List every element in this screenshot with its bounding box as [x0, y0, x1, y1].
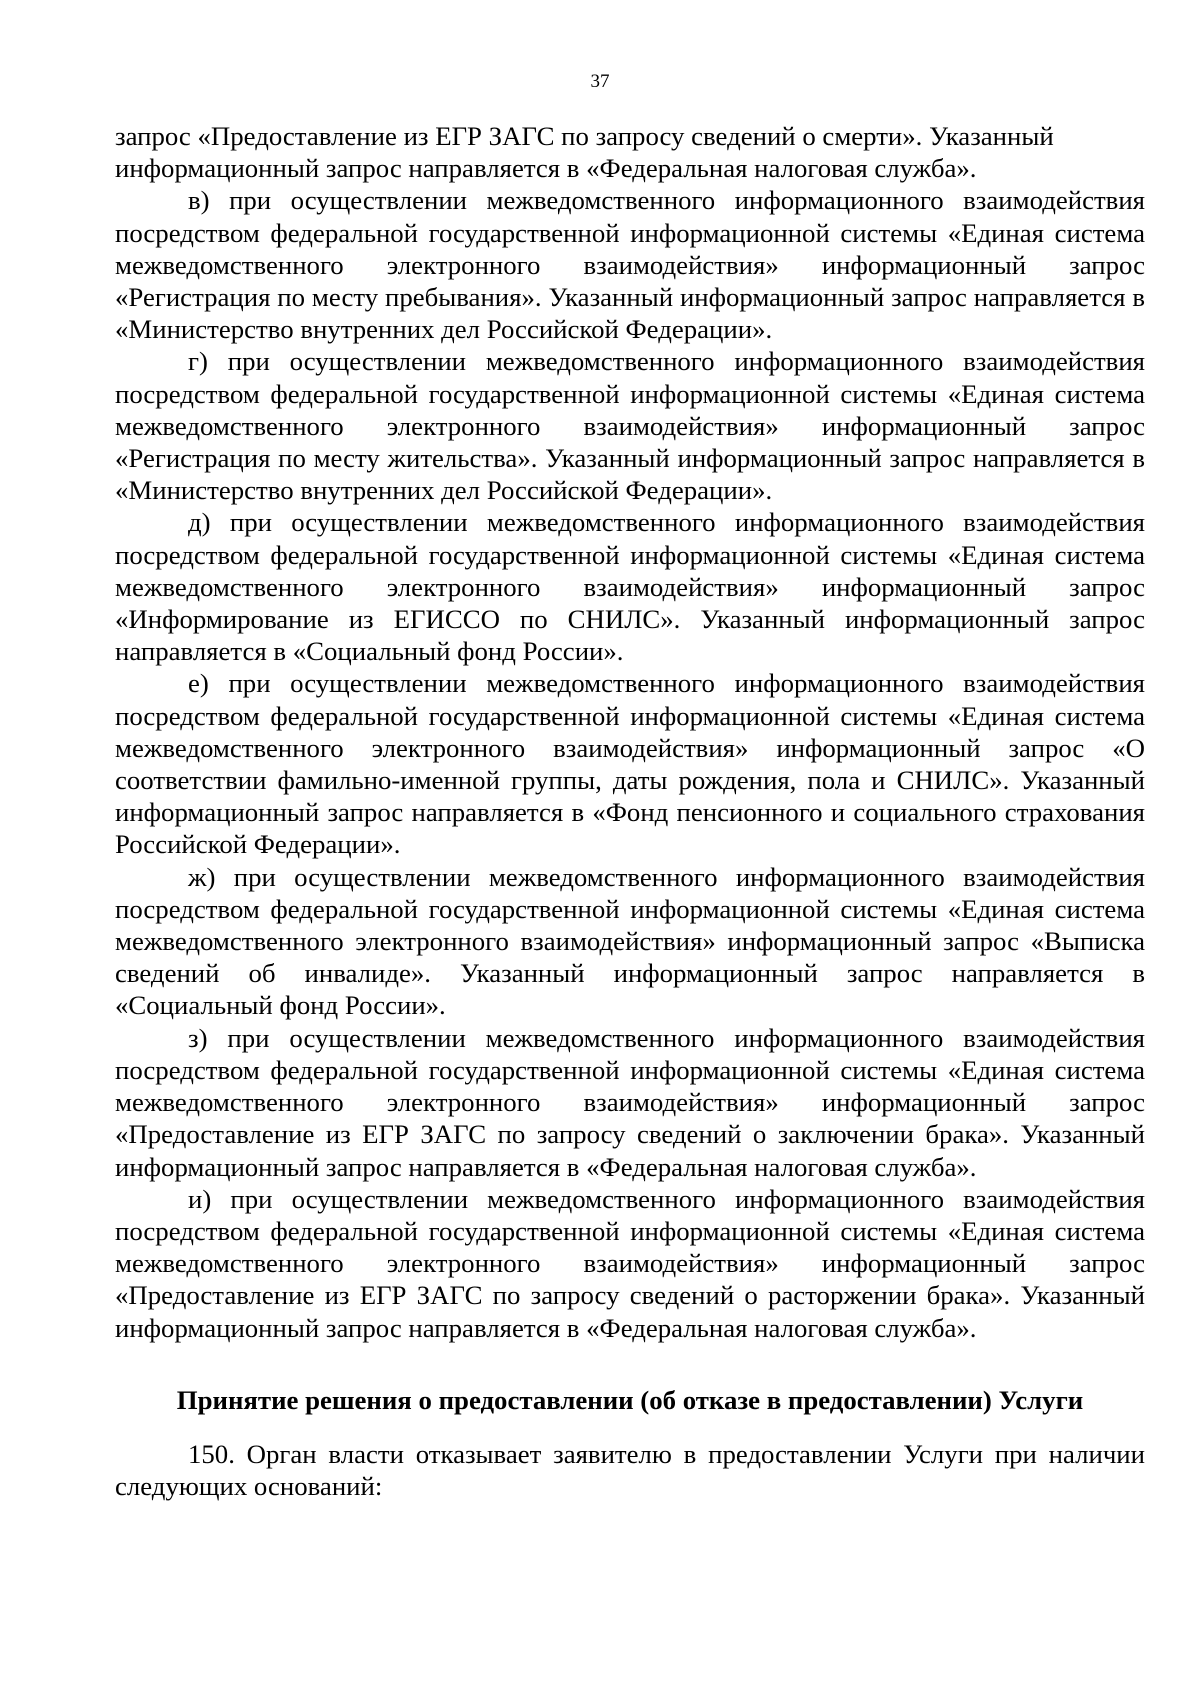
paragraph-item-i: и) при осуществлении межведомственного информационного взаимодействия посредством федеральной государственной информационной системы «Единая система межведомственного электронного взаимодействия» информационный запрос «Предоставление из ЕГР ЗАГС по запросу сведений о расторжении брака». Указанный информационный запрос направляется в «Федеральная налоговая служба». — [115, 1183, 1145, 1343]
paragraph-150: 150. Орган власти отказывает заявителю в предоставлении Услуги при наличии следующих оснований: — [115, 1438, 1145, 1502]
paragraph-continuation: запрос «Предоставление из ЕГР ЗАГС по запросу сведений о смерти». Указанный информационный запрос направляется в «Федеральная налоговая служба». — [115, 121, 1054, 184]
paragraph-item-g: г) при осуществлении межведомственного информационного взаимодействия посредством федеральной государственной информационной системы «Единая система межведомственного электронного взаимодействия» информационный запрос «Регистрация по месту жительства». Указанный информационный запрос направляется в «Министерство внутренних дел Российской Федерации». — [115, 346, 1145, 506]
paragraph-item-zh: ж) при осуществлении межведомственного информационного взаимодействия посредством федеральной государственной информационной системы «Единая система межведомственного электронного взаимодействия» информационный запрос «Выписка сведений об инвалиде». Указанный информационный запрос направляется в «Социальный фонд России». — [115, 861, 1145, 1021]
paragraph-item-e: е) при осуществлении межведомственного информационного взаимодействия посредством федеральной государственной информационной системы «Единая система межведомственного электронного взаимодействия» информационный запрос «О соответствии фамильно-именной группы, даты рождения, пола и СНИЛС». Указанный информационный запрос направляется в «Фонд пенсионного и социального страхования Российской Федерации». — [115, 668, 1145, 860]
paragraph-item-z: з) при осуществлении межведомственного информационного взаимодействия посредством федеральной государственной информационной системы «Единая система межведомственного электронного взаимодействия» информационный запрос «Предоставление из ЕГР ЗАГС по запросу сведений о заключении брака». Указанный информационный запрос направляется в «Федеральная налоговая служба». — [115, 1022, 1145, 1182]
section-heading: Принятие решения о предоставлении (об отказе в предоставлении) Услуги — [176, 1384, 1084, 1415]
document-body — [115, 120, 1145, 1502]
page-number: 37 — [590, 71, 610, 92]
paragraph-item-v: в) при осуществлении межведомственного информационного взаимодействия посредством федеральной государственной информационной системы «Единая система межведомственного электронного взаимодействия» информационный запрос «Регистрация по месту пребывания». Указанный информационный запрос направляется в «Министерство внутренних дел Российской Федерации». — [115, 185, 1145, 345]
paragraph-item-d: д) при осуществлении межведомственного информационного взаимодействия посредством федеральной государственной информационной системы «Единая система межведомственного электронного взаимодействия» информационный запрос «Информирование из ЕГИССО по СНИЛС». Указанный информационный запрос направляется в «Социальный фонд России». — [115, 507, 1145, 667]
